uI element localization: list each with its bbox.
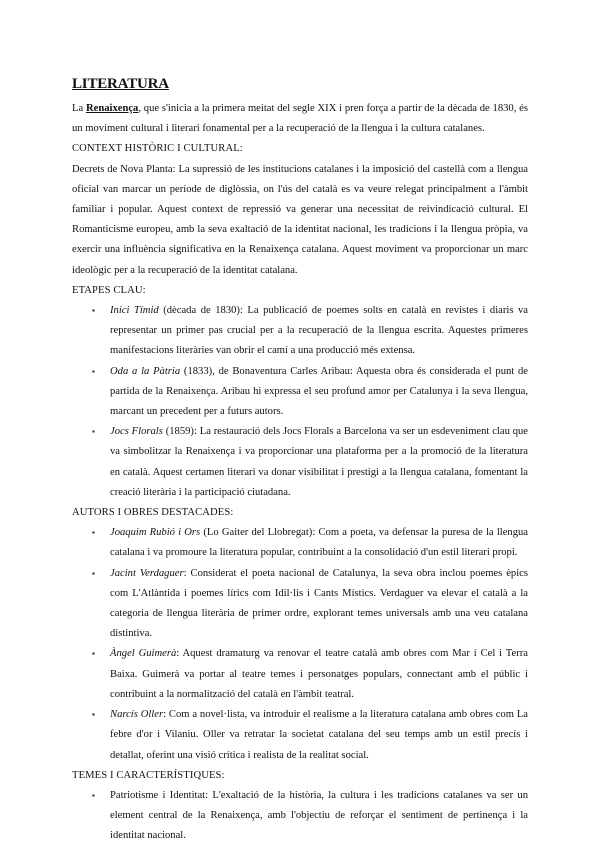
page-title: LITERATURA [72, 76, 169, 92]
item-text: (dècada de 1830): La publicació de poemes solts en català en revistes i diaris va representar un primer pas crucial per a la recuperació de la llengua escrita. Aquestes primeres manifestacions literàries van obrir el camí a una producció més extensa. [110, 305, 528, 357]
list-item [72, 523, 528, 563]
document-body [72, 73, 528, 847]
intro-term: Renaixença [85, 103, 139, 114]
section-heading-etapes: ETAPES CLAU: [72, 284, 146, 296]
item-text: (1833), de Bonaventura Carles Aribau: Aquesta obra és considerada el punt de partida de la Renaixença. Aribau hi expressa el seu profund amor per Catalunya i la seva llengua, marcant un precedent per a futurs autors. [110, 365, 529, 418]
intro-pre: La [72, 103, 86, 114]
item-text: : Considerat el poeta nacional de Catalunya, la seva obra inclou poemes èpics com L'Atlàntida i poemes lírics com Idil·lis i Cants Místics. Verdaguer va elevar el català a la categoria de llengua literària de primer ordre, explorant temes universals amb una veu catalana distintiva. [110, 567, 528, 640]
intro-post: , que s'inicia a la primera meitat del segle XIX i pren força a partir de la dècada de 1830, és un moviment cultural i literari fonamental per a la recuperació de la llengua i la cultura catalanes. [72, 103, 528, 135]
item-text: (1859): La restauració dels Jocs Florals a Barcelona va ser un esdeveniment clau que va simbolitzar la Renaixença i va proporcionar una plataforma per a la promoció de la literatura en català. Aquest certamen literari va donar visibilitat i prestigi a la llengua catalana, fomentant la creació literària i la participació ciutadana. [110, 426, 528, 498]
list-item: ▪ Patriotisme i Identitat: L'exaltació de la història, la cultura i les tradicions catalanes va ser un element central de la Renaixença, amb l'objectiu de reforçar el sentiment de pertinença i la identitat nacional. [72, 786, 528, 847]
context-paragraph: Decrets de Nova Planta: La supressió de les institucions catalanes i la imposició del castellà com a llengua oficial van marcar un període de diglòssia, on l'ús del català es va veure relegat principalment a l'àmbit familiar i popular. Aquest context de repressió va generar una necessitat de reivindicació cultural. El Romanticisme europeu, amb la seva exaltació de la identitat nacional, les tradicions i la llengua pròpia, va exercir una influència significativa en la Renaixença catalana. Aquest moviment va proporcionar un marc ideològic per a la recuperació de la identitat catalana. [72, 163, 528, 276]
list-item [72, 362, 528, 423]
item-name: Oda a la Pàtria [110, 365, 181, 377]
autors-list [72, 523, 528, 765]
list-item [72, 644, 528, 705]
item-name: Jocs Florals [110, 426, 163, 438]
list-item [72, 564, 528, 645]
section-heading-context: CONTEXT HISTÒRIC I CULTURAL: [72, 143, 243, 155]
item-text: : Com a novel·lista, va introduir el realisme a la literatura catalana amb obres com La febre d'or i Vilaniu. Oller va retratar la societat catalana del seu temps amb un estil precís i detallat, oferint una visió crítica i realista de la realitat social. [110, 709, 528, 761]
item-text: (Lo Gaiter del Llobregat): Com a poeta, va defensar la puresa de la llengua catalana i va promoure la literatura popular, contribuint a la consolidació d'un estil literari propi. [110, 527, 529, 559]
list-item [72, 705, 528, 766]
etapes-list [72, 301, 528, 503]
section-heading-autors: AUTORS I OBRES DESTACADES: [72, 507, 234, 519]
item-name: Narcís Oller [110, 709, 164, 721]
item-name: Jacint Verdaguer [110, 567, 184, 579]
temes-list [72, 786, 528, 847]
intro-paragraph [72, 99, 528, 139]
item-name: Joaquim Rubió i Ors [110, 527, 201, 539]
item-text: : Aquest dramaturg va renovar el teatre català amb obres com Mar i Cel i Terra Baixa. Guimerà va portar al teatre temes i personatges populars, connectant amb el públic i contribuint a la normalització del català en l'àmbit teatral. [110, 648, 528, 700]
list-item [72, 301, 528, 362]
section-heading-temes: TEMES I CARACTERÍSTIQUES: [72, 769, 225, 781]
item-name: Inici Tímid [110, 305, 159, 317]
item-name: Àngel Guimerà [110, 648, 177, 660]
list-item [72, 422, 528, 503]
